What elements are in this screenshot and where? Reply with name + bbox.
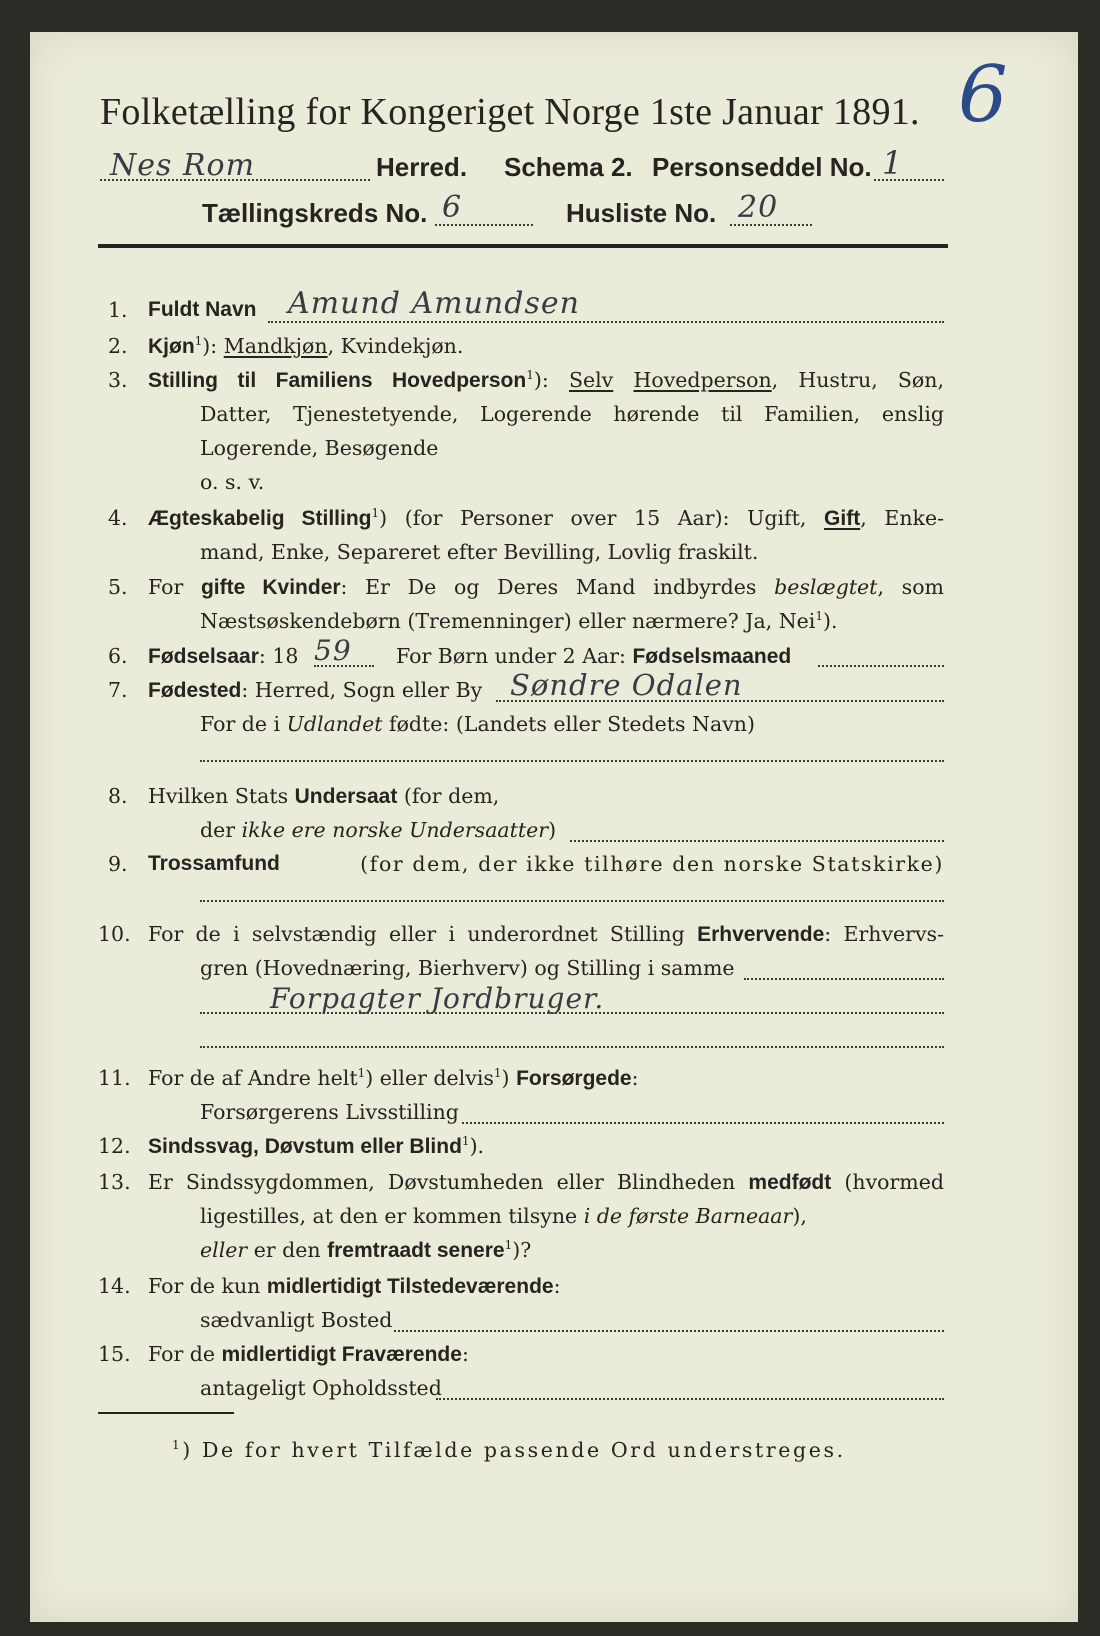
item-10-answer-dotted-line <box>200 1012 944 1014</box>
item-5-label: gifte Kvinder <box>200 576 341 599</box>
item-8-label: Undersaat <box>294 785 398 808</box>
item-7-label: Fødested <box>148 679 242 702</box>
item-6-month-dotted-line <box>818 665 944 667</box>
item-4-mid: ) (for Personer over 15 Aar): Ugift, <box>379 506 825 530</box>
item-11-sup-2: 1 <box>493 1066 502 1081</box>
item-11-mid: ) eller delvis <box>365 1066 494 1090</box>
item-5-line-2 <box>200 609 837 633</box>
footnote-rule <box>98 1412 234 1414</box>
taellingskreds-dotted-line <box>435 224 533 226</box>
item-3-line-3: Logerende, Besøgende <box>200 436 439 460</box>
form-title: Folketælling for Kongeriget Norge 1ste Januar 1891. <box>100 91 920 133</box>
footnote-sup: 1 <box>172 1438 183 1453</box>
item-6-number: 6. <box>108 644 128 668</box>
item-15-dotted-line <box>436 1398 944 1400</box>
item-8-line-2-italic: ikke ere norske Undersaatter <box>241 818 549 842</box>
item-6-pre: : 18 <box>258 644 299 668</box>
item-4-end: , Enke- <box>860 506 944 530</box>
item-14-number: 14. <box>98 1274 131 1298</box>
item-3-sup: 1 <box>526 368 534 383</box>
item-10-line-2-dotted <box>744 978 944 980</box>
item-7-foreign-dotted-line <box>200 760 944 762</box>
item-11-post: ) <box>501 1066 517 1090</box>
item-11-end: : <box>631 1066 639 1090</box>
item-2-line <box>148 334 463 359</box>
husliste-handwritten: 20 <box>738 190 779 225</box>
item-5-number: 5. <box>108 575 128 599</box>
item-13-line-3a: er den <box>247 1238 328 1262</box>
item-8-dotted-line <box>570 840 944 842</box>
item-5-pre: For <box>148 575 201 599</box>
item-2-number: 2. <box>108 334 128 358</box>
item-8-line-2 <box>200 818 556 842</box>
item-5-line-2-text: Næstsøskendebørn (Tremenninger) eller nærmere? Ja, Nei <box>200 609 816 633</box>
item-7-line-2b: fødte: (Landets eller Stedets Navn) <box>382 712 755 736</box>
item-13-line-2 <box>200 1204 807 1228</box>
item-10-line-2: gren (Hovednæring, Bierhverv) og Stilling i samme <box>200 956 735 980</box>
item-13-post: (hvormed <box>831 1170 945 1194</box>
item-7-line-1 <box>148 678 482 703</box>
personseddel-label: Personseddel No. <box>652 152 872 182</box>
taellingskreds-label: Tællingskreds No. <box>202 198 428 228</box>
item-6-line-b <box>396 644 791 669</box>
item-14-label: midlertidigt Tilstedeværende <box>266 1275 554 1298</box>
item-8-line-2a: der <box>200 818 242 842</box>
item-4-line-2: mand, Enke, Separeret efter Bevilling, Lovlig fraskilt. <box>200 540 759 564</box>
item-8-post: (for dem, <box>397 784 500 808</box>
item-13-sup: 1 <box>504 1238 513 1253</box>
item-11-line-2: Forsørgerens Livsstilling <box>200 1100 459 1124</box>
item-7-line-2-italic: Udlandet <box>286 712 383 736</box>
item-1-number: 1. <box>108 298 128 322</box>
item-9-text: (for dem, der ikke tilhøre den norske Statskirke) <box>360 852 944 876</box>
item-7-dotted-line <box>496 700 944 702</box>
schema-label: Schema 2. <box>504 152 633 182</box>
item-13-label: medfødt <box>748 1171 832 1194</box>
item-8-line-1 <box>148 784 499 809</box>
item-5-end: , som <box>877 575 944 599</box>
item-13-line-3-bold: fremtraadt senere <box>327 1239 505 1262</box>
item-3-number: 3. <box>108 368 128 392</box>
item-1-dotted-line <box>268 321 944 323</box>
footnote-text: ) De for hvert Tilfælde passende Ord understreges. <box>182 1438 846 1462</box>
item-2-sup: 1 <box>194 334 203 349</box>
item-3-line-4: o. s. v. <box>200 470 265 494</box>
item-10-extra-dotted-line <box>200 1046 944 1048</box>
item-6-label: Fødselsaar <box>148 645 259 668</box>
item-5-italic: beslægtet <box>774 575 878 599</box>
item-13-number: 13. <box>98 1170 131 1194</box>
item-6-year-dotted-line <box>314 665 374 667</box>
item-7-birthplace-handwritten: Søndre Odalen <box>510 668 743 702</box>
husliste-dotted-line <box>730 224 812 226</box>
item-8-line-2b: ) <box>548 818 557 842</box>
item-5-sup: 1 <box>815 609 823 624</box>
item-15-line-2: antageligt Opholdssted <box>200 1376 442 1400</box>
item-9-number: 9. <box>108 852 128 876</box>
item-7-mid: : Herred, Sogn eller By <box>241 678 483 702</box>
item-5-line-1 <box>148 575 944 600</box>
item-13-line-3c: )? <box>512 1238 532 1262</box>
item-3-line-1 <box>148 368 944 393</box>
item-12-label: Sindssvag, Døvstum eller Blind <box>148 1135 462 1158</box>
item-3-after: ): <box>533 368 569 392</box>
item-11-label: Forsørgede <box>516 1067 632 1090</box>
item-3-hovedperson-underlined: Hovedperson <box>633 368 772 392</box>
item-10-occupation-handwritten: Forpagter Jordbruger. <box>270 982 605 1015</box>
item-14-dotted-line <box>394 1330 944 1332</box>
item-6-line <box>148 644 298 669</box>
item-2-mandkjon-underlined: Mandkjøn <box>223 334 328 358</box>
item-3-label: Stilling til Familiens Hovedperson <box>148 369 527 392</box>
item-15-line-1 <box>148 1342 469 1367</box>
footnote <box>172 1438 846 1462</box>
item-4-sup: 1 <box>371 506 380 521</box>
item-11-number: 11. <box>98 1066 131 1090</box>
item-14-end: : <box>553 1274 561 1298</box>
sheet-number-handwritten: 6 <box>958 50 1009 140</box>
item-9-label: Trossamfund <box>148 852 280 875</box>
item-10-number: 10. <box>98 922 131 946</box>
herred-label: Herred. <box>376 152 468 182</box>
herred-dotted-line <box>100 179 370 181</box>
item-4-number: 4. <box>108 506 128 530</box>
item-14-line-1 <box>148 1274 561 1299</box>
item-3-selv-underlined: Selv <box>568 368 614 392</box>
item-6-year-handwritten: 59 <box>314 634 352 667</box>
item-6-label-2: Fødselsmaaned <box>632 645 792 668</box>
item-15-end: : <box>461 1342 469 1366</box>
item-12-end: ). <box>469 1134 485 1158</box>
item-7-number: 7. <box>108 678 128 702</box>
item-12-line <box>148 1134 484 1159</box>
census-form-sheet <box>30 32 1078 1622</box>
item-10-label: Erhvervende <box>697 923 825 946</box>
item-11-sup: 1 <box>357 1066 366 1081</box>
personseddel-handwritten: 1 <box>882 144 904 182</box>
header-rule <box>98 244 948 248</box>
item-1-label: Fuldt Navn <box>148 298 257 321</box>
taellingskreds-handwritten: 6 <box>442 190 463 225</box>
item-11-line-1 <box>148 1066 639 1091</box>
husliste-label: Husliste No. <box>566 198 717 228</box>
item-1-name-handwritten: Amund Amundsen <box>288 286 580 321</box>
item-7-line-2 <box>200 712 755 736</box>
item-10-post: : Erhvervs- <box>824 922 945 946</box>
item-2-sep: , <box>327 334 341 358</box>
item-14-pre: For de kun <box>148 1274 267 1298</box>
personseddel-dotted-line <box>874 179 944 181</box>
item-15-label: midlertidigt Fraværende <box>221 1343 462 1366</box>
item-2-label: Kjøn <box>148 335 195 358</box>
item-13-pre: Er Sindssygdommen, Døvstumheden eller Blindheden <box>148 1170 749 1194</box>
item-15-number: 15. <box>98 1342 131 1366</box>
item-14-line-2: sædvanligt Bosted <box>200 1308 393 1332</box>
item-11-pre: For de af Andre helt <box>148 1066 358 1090</box>
item-7-line-2a: For de i <box>200 712 287 736</box>
item-9-dotted-line <box>200 900 944 902</box>
item-10-line-1 <box>148 922 944 947</box>
item-2-kvindekjon: Kvindekjøn. <box>340 334 464 358</box>
item-8-pre: Hvilken Stats <box>148 784 295 808</box>
item-13-line-2-italic: i de første Barneaar <box>583 1204 793 1228</box>
item-3-rest: , Hustru, Søn, <box>771 368 944 392</box>
item-12-sup: 1 <box>461 1134 470 1149</box>
item-5-line-2-end: ). <box>822 609 838 633</box>
item-15-pre: For de <box>148 1342 222 1366</box>
item-8-number: 8. <box>108 784 128 808</box>
item-4-gift-underlined: Gift <box>824 507 861 530</box>
item-5-mid: : Er De og Deres Mand indbyrdes <box>340 575 775 599</box>
item-11-dotted-line <box>462 1122 944 1124</box>
item-13-line-2a: ligestilles, at den er kommen tilsyne <box>200 1204 584 1228</box>
item-3-line-2: Datter, Tjenestetyende, Logerende hørende til Familien, enslig <box>200 402 944 426</box>
herred-handwritten: Nes Rom <box>110 148 256 183</box>
item-13-line-2b: ), <box>792 1204 807 1228</box>
item-10-pre: For de i selvstændig eller i underordnet Stilling <box>148 922 698 946</box>
item-9-line <box>148 852 944 876</box>
item-12-number: 12. <box>98 1134 131 1158</box>
item-13-line-3 <box>200 1238 531 1263</box>
item-4-line-1 <box>148 506 944 531</box>
item-6-mid: For Børn under 2 Aar: <box>396 644 633 668</box>
item-13-line-3-italic: eller <box>200 1238 248 1262</box>
item-13-line-1 <box>148 1170 944 1195</box>
item-2-rest: ): <box>202 334 224 358</box>
item-4-label: Ægteskabelig Stilling <box>148 507 372 530</box>
